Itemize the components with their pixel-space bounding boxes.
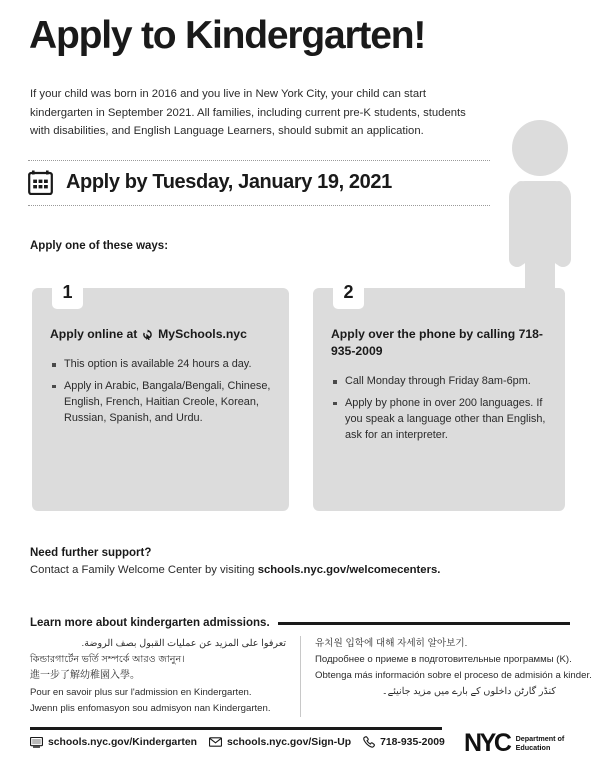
footer-item-website[interactable] xyxy=(30,737,197,748)
footer-label: schools.nyc.gov/Kindergarten xyxy=(48,736,197,748)
learn-more-label: Learn more about kindergarten admissions. xyxy=(30,617,270,629)
horizontal-rule xyxy=(278,622,570,625)
footer-label: schools.nyc.gov/Sign-Up xyxy=(226,736,352,748)
mouse-click-icon xyxy=(142,329,153,340)
language-column-left xyxy=(30,636,300,717)
lang-line-haitian-creole: Jwenn plis enfomasyon sou admisyon nan Kindergarten. xyxy=(30,703,271,715)
option-heading xyxy=(50,326,273,343)
lang-line-bengali: কিন্ডারগার্টেন ভর্তি সম্পর্কে আরও জানুন। xyxy=(30,654,185,666)
apply-ways-label: Apply one of these ways: xyxy=(30,240,169,252)
lang-line-chinese: 進一步了解幼稚園入學。 xyxy=(30,670,140,682)
doe-line-2: Education xyxy=(515,742,551,752)
language-translations xyxy=(30,636,592,717)
list-item: This option is available 24 hours a day. xyxy=(50,357,273,373)
nyc-wordmark: NYC xyxy=(464,729,510,757)
option-bullet-list xyxy=(331,374,549,443)
footer-item-phone[interactable] xyxy=(363,736,445,748)
monitor-icon xyxy=(30,737,43,748)
lang-line-urdu: کنڈر گارٹن داخلوں کے بارے میں مزید جانیئے۔ xyxy=(382,686,556,698)
apply-option-card-phone xyxy=(313,281,565,511)
calendar-icon xyxy=(28,170,53,195)
language-column-right xyxy=(300,636,592,717)
learn-more-row xyxy=(30,617,570,629)
apply-option-card-online xyxy=(32,281,289,511)
option-number-badge: 1 xyxy=(52,275,83,309)
deadline-banner xyxy=(28,160,490,206)
deadline-text: Apply by Tuesday, January 19, 2021 xyxy=(66,171,392,193)
option-number-badge: 2 xyxy=(333,275,364,309)
lang-line-arabic: تعرفوا على المزيد عن عمليات القبول بصف الروضة. xyxy=(81,638,286,649)
support-body-text: Contact a Family Welcome Center by visiting xyxy=(30,564,258,576)
lang-line-french: Pour en savoir plus sur l'admission en Kindergarten. xyxy=(30,687,252,699)
option-bullet-list xyxy=(50,357,273,426)
support-body xyxy=(30,564,440,576)
intro-paragraph: If your child was born in 2016 and you live in New York City, your child can start kindergarten in September 2021. All families, including current pre-K students, students with disabilities, and English Language Learners, should submit an application. xyxy=(30,88,466,138)
lang-line-korean: 유치원 입학에 대해 자세히 알아보기. xyxy=(315,638,468,649)
welcome-centers-link[interactable]: schools.nyc.gov/welcomecenters. xyxy=(257,564,441,576)
list-item: Apply by phone in over 200 languages. If you speak a language other than English, ask for an interpreter. xyxy=(331,396,549,443)
page-title: Apply to Kindergarten! xyxy=(29,14,426,57)
option-heading-before: Apply online at xyxy=(50,327,138,341)
phone-icon xyxy=(363,736,375,748)
nyc-doe-logo xyxy=(464,731,564,756)
envelope-icon xyxy=(209,737,222,747)
option-heading-after: MySchools.nyc xyxy=(158,327,247,341)
support-heading: Need further support? xyxy=(30,547,152,559)
option-heading: Apply over the phone by calling 718-935-2009 xyxy=(331,327,543,359)
list-item: Call Monday through Friday 8am-6pm. xyxy=(331,374,549,390)
list-item: Apply in Arabic, Bangala/Bengali, Chinese, English, French, Haitian Creole, Korean, Russian, Spanish, and Urdu. xyxy=(50,379,273,426)
lang-line-spanish: Obtenga más información sobre el proceso de admisión a kinder. xyxy=(315,670,592,682)
support-section xyxy=(30,547,440,576)
footer-divider xyxy=(30,727,442,730)
doe-label xyxy=(516,735,565,753)
lang-line-russian: Подробнее о приеме в подготовительные программы (K). xyxy=(315,654,572,666)
footer-item-signup[interactable] xyxy=(209,737,351,748)
doe-line-1: Department of xyxy=(515,733,565,743)
footer-label: 718-935-2009 xyxy=(380,736,445,748)
